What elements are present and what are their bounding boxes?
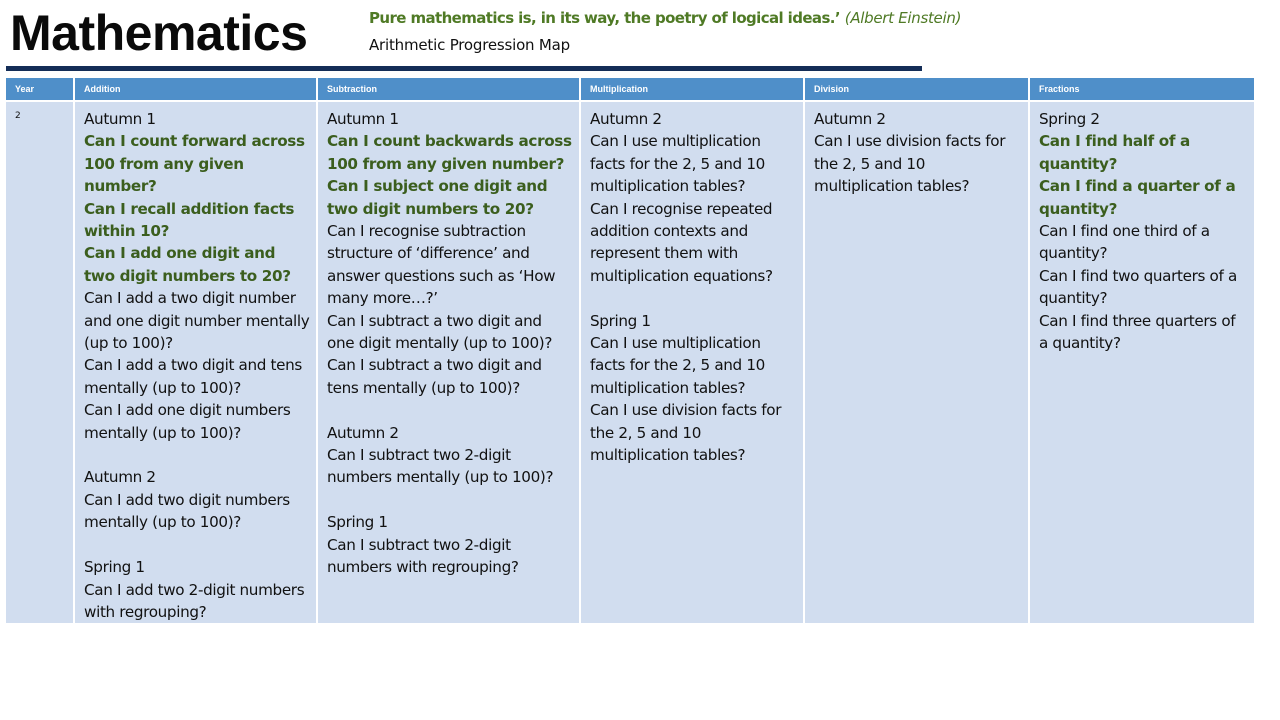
term-label: Spring 1 — [327, 513, 388, 532]
objective: Can I subtract a two digit and one digit mentally (up to 100)? — [327, 311, 553, 353]
spacer — [590, 287, 797, 309]
objective: Can I add two digit numbers mentally (up to 100)? — [84, 490, 290, 532]
term-label: Autumn 2 — [814, 110, 886, 128]
term-label: Spring 1 — [590, 311, 651, 330]
quote-text: Pure mathematics is, in its way, the poetry of logical ideas.’ — [369, 9, 840, 27]
objective: Can I subtract two 2-digit numbers mentally (up to 100)? — [327, 446, 554, 487]
multiplication-cell — [580, 101, 804, 623]
objective-highlight: Can I count forward across 100 from any given number? — [84, 132, 305, 196]
column-header-fractions: Fractions — [1029, 78, 1254, 101]
year-cell: 2 — [6, 101, 74, 623]
table-header-row — [6, 78, 1254, 101]
objective: Can I use multiplication facts for the 2, 5 and 10 multiplication tables? — [590, 132, 765, 196]
progression-table — [6, 78, 1254, 623]
objective: Can I subtract two 2-digit numbers with regrouping? — [327, 535, 519, 577]
column-header-division: Division — [804, 78, 1029, 101]
objective: Can I use division facts for the 2, 5 and 10 multiplication tables? — [590, 401, 782, 465]
spacer — [84, 534, 310, 556]
objective: Can I find three quarters of a quantity? — [1039, 311, 1236, 353]
term-label: Autumn 2 — [327, 423, 399, 442]
fractions-cell — [1029, 101, 1254, 623]
column-header-multiplication: Multiplication — [580, 78, 804, 101]
division-cell — [804, 101, 1029, 623]
addition-cell — [74, 101, 317, 623]
term-label: Autumn 2 — [84, 468, 156, 487]
column-header-addition: Addition — [74, 78, 317, 101]
spacer — [84, 444, 310, 466]
term-label: Spring 2 — [1039, 110, 1100, 128]
quote — [369, 8, 961, 28]
objective: Can I subtract a two digit and tens mentally (up to 100)? — [327, 356, 542, 397]
spacer — [327, 489, 573, 511]
quote-author: (Albert Einstein) — [844, 9, 962, 27]
subtraction-cell — [317, 101, 580, 623]
objective: Can I add two 2-digit numbers with regrouping? — [84, 580, 305, 621]
objective: Can I add one digit numbers mentally (up to 100)? — [84, 401, 291, 442]
term-label: Autumn 2 — [590, 110, 662, 128]
objective: Can I use multiplication facts for the 2, 5 and 10 multiplication tables? — [590, 334, 765, 397]
term-label: Autumn 1 — [327, 110, 399, 128]
page-subtitle: Arithmetic Progression Map — [369, 36, 570, 54]
term-label: Autumn 1 — [84, 110, 156, 128]
header-divider — [6, 66, 922, 71]
objective-highlight: Can I subject one digit and two digit numbers to 20? — [327, 177, 548, 218]
objective: Can I use division facts for the 2, 5 and 10 multiplication tables? — [814, 132, 1006, 196]
objective: Can I find one third of a quantity? — [1039, 222, 1210, 263]
objective-highlight: Can I find a quarter of a quantity? — [1039, 177, 1236, 218]
objective-highlight: Can I add one digit and two digit numbers to 20? — [84, 244, 291, 285]
objective: Can I recognise repeated addition contexts and represent them with multiplication equations? — [590, 199, 773, 285]
page-title: Mathematics — [10, 5, 308, 61]
objective-highlight: Can I recall addition facts within 10? — [84, 199, 295, 241]
objective-highlight: Can I find half of a quantity? — [1039, 132, 1190, 173]
term-label: Spring 1 — [84, 558, 145, 577]
table-row — [6, 101, 1254, 623]
objective-highlight: Can I count backwards across 100 from any given number? — [327, 132, 572, 173]
column-header-year: Year — [6, 78, 74, 101]
objective: Can I find two quarters of a quantity? — [1039, 266, 1237, 308]
spacer — [327, 399, 573, 421]
objective: Can I add a two digit number and one digit number mentally (up to 100)? — [84, 289, 310, 353]
objective: Can I recognise subtraction structure of ‘difference’ and answer questions such as ‘How many more…?’ — [327, 222, 556, 308]
column-header-subtraction: Subtraction — [317, 78, 580, 101]
objective: Can I add a two digit and tens mentally (up to 100)? — [84, 356, 302, 397]
